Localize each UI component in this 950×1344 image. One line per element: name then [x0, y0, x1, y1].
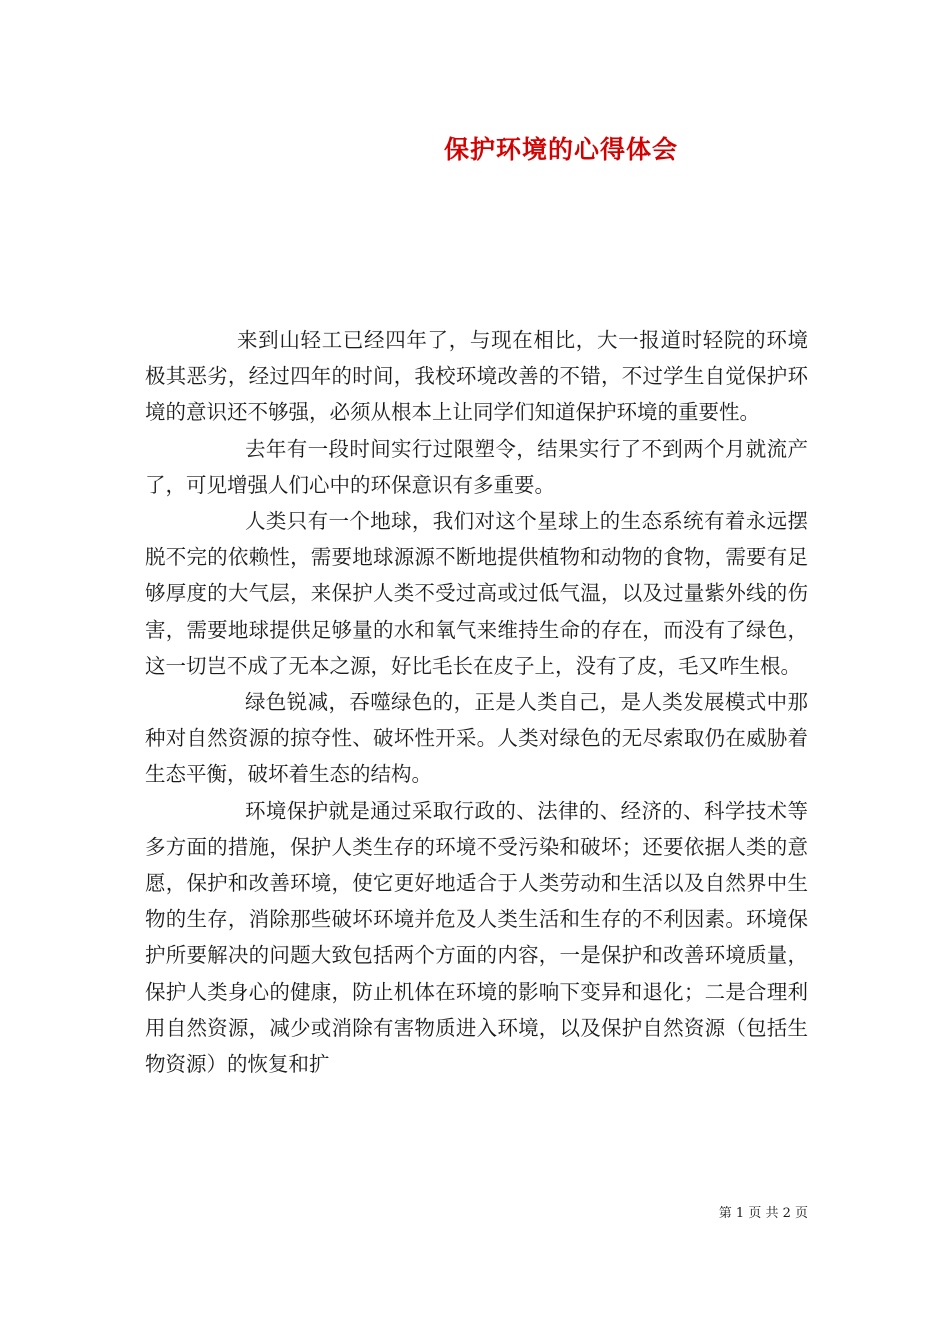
document-body [145, 322, 808, 1082]
page-title: 保护环境的心得体会 [443, 135, 678, 164]
paragraph-3: 人类只有一个地球，我们对这个星球上的生态系统有着永远摆脱不完的依赖性，需要地球源源不断地提供植物和动物的食物，需要有足够厚度的大气层，来保护人类不受过高或过低气温，以及过量紫外线的伤害，需要地球提供足够量的水和氧气来维持生命的存在，而没有了绿色，这一切岂不成了无本之源，好比毛长在皮子上，没有了皮，毛又咋生根。 [145, 509, 808, 678]
paragraph-1: 来到山轻工已经四年了，与现在相比，大一报道时轻院的环境极其恶劣，经过四年的时间，我校环境改善的不错，不过学生自觉保护环境的意识还不够强，必须从根本上让同学们知道保护环境的重要性。 [145, 328, 808, 425]
page-footer: 第 1 页 共 2 页 [718, 1206, 808, 1221]
paragraph-2: 去年有一段时间实行过限塑令，结果实行了不到两个月就流产了，可见增强人们心中的环保意识有多重要。 [145, 436, 808, 497]
paragraph-4: 绿色锐减，吞噬绿色的，正是人类自己，是人类发展模式中那种对自然资源的掠夺性、破坏性开采。人类对绿色的无尽索取仍在威胁着生态平衡，破坏着生态的结构。 [145, 690, 808, 787]
paragraph-5: 环境保护就是通过采取行政的、法律的、经济的、科学技术等多方面的措施，保护人类生存的环境不受污染和破坏；还要依据人类的意愿，保护和改善环境，使它更好地适合于人类劳动和生活以及自然界中生物的生存，消除那些破坏环境并危及人类生活和生存的不利因素。环境保护所要解决的问题大致包括两个方面的内容，一是保护和改善环境质量，保护人类身心的健康，防止机体在环境的影响下变异和退化；二是合理利用自然资源，减少或消除有害物质进入环境，以及保护自然资源（包括生物资源）的恢复和扩 [145, 798, 808, 1077]
